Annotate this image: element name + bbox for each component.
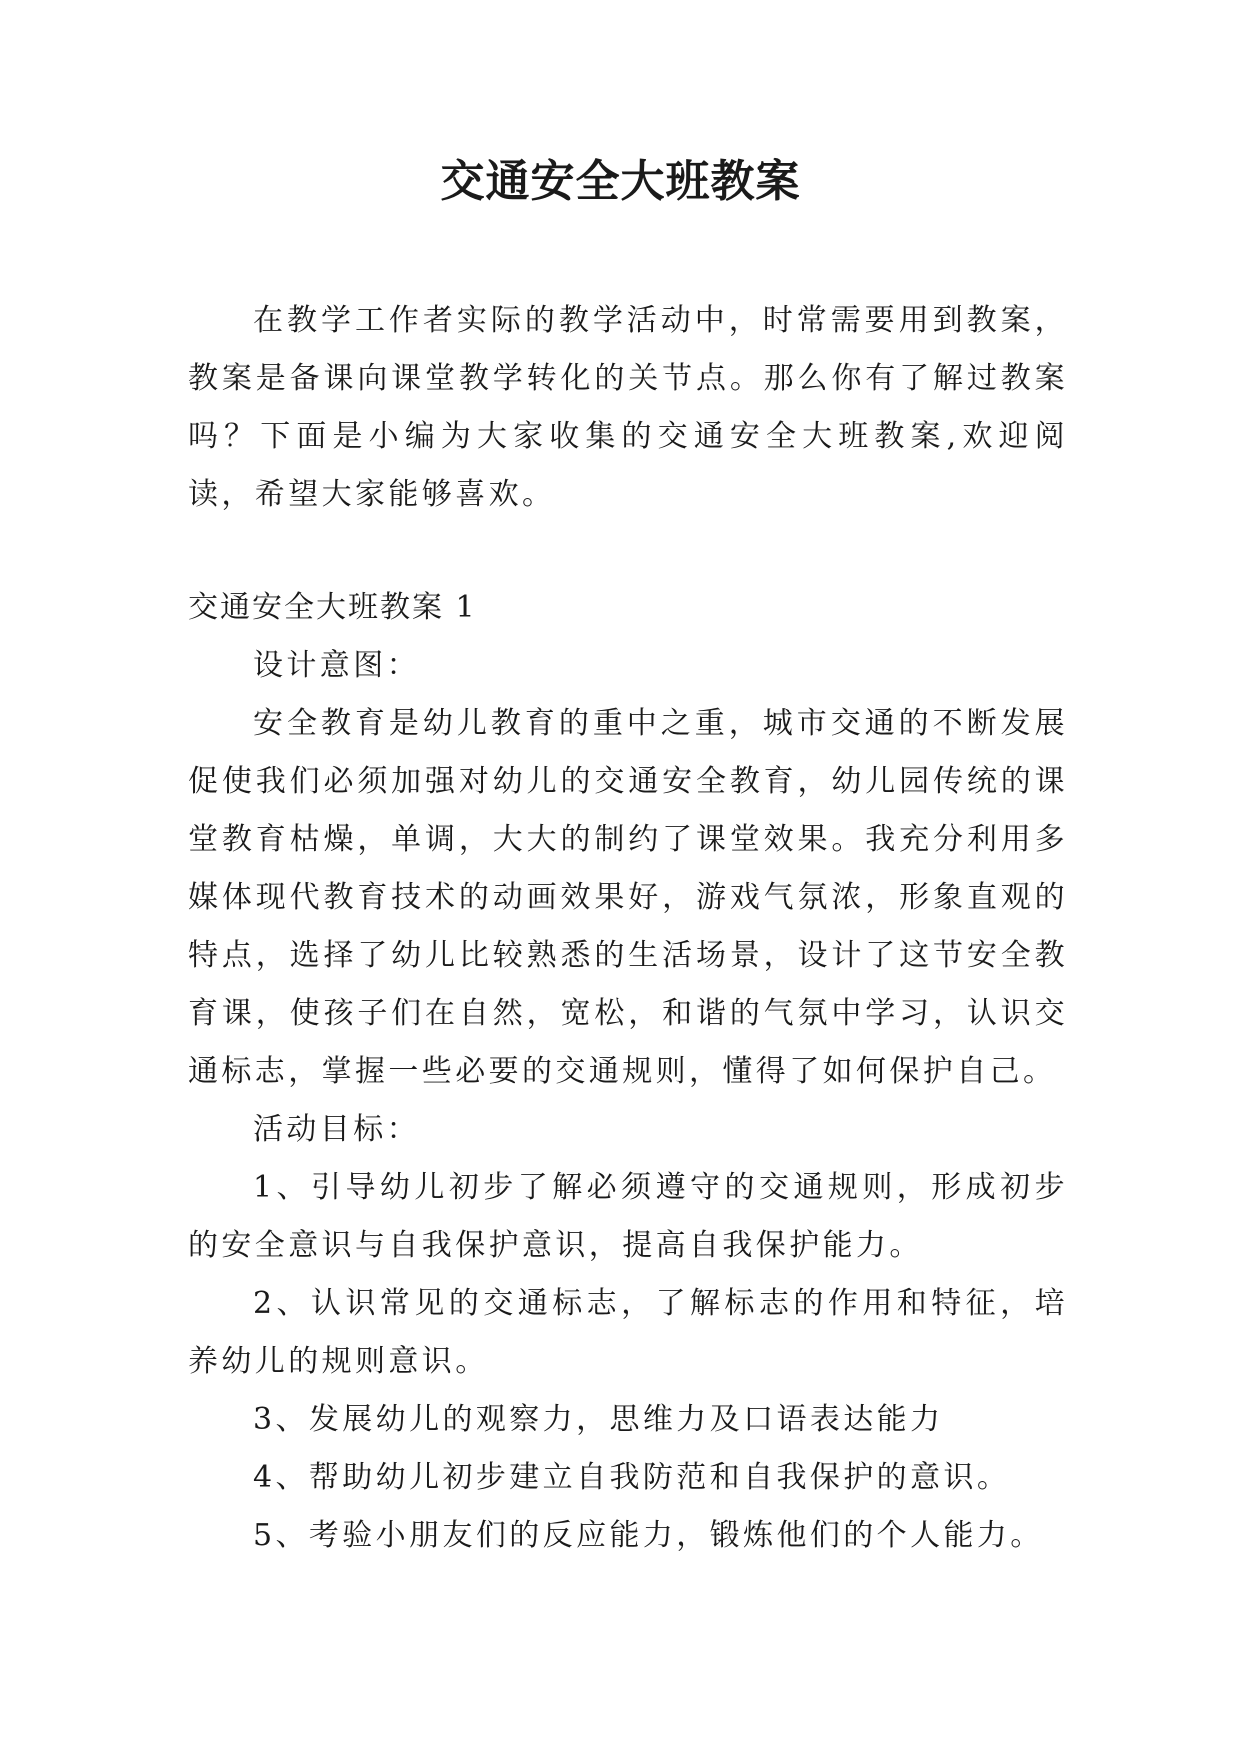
goal-item-5: 5、考验小朋友们的反应能力，锻炼他们的个人能力。 bbox=[253, 1518, 1044, 1553]
goal-item-1: 1、引导幼儿初步了解必须遵守的交通规则，形成初步的安全意识与自我保护意识，提高自我保护能力。 bbox=[188, 1170, 1068, 1263]
goal-item-3: 3、发展幼儿的观察力，思维力及口语表达能力 bbox=[253, 1402, 944, 1437]
design-intent-label: 设计意图： bbox=[253, 648, 420, 683]
goal-item-4: 4、帮助幼儿初步建立自我防范和自我保护的意识。 bbox=[253, 1460, 1011, 1495]
section-heading: 交通安全大班教案 1 bbox=[188, 590, 477, 625]
document-body bbox=[188, 292, 1068, 1565]
goal-item-2: 2、认识常见的交通标志，了解标志的作用和特征，培养幼儿的规则意识。 bbox=[188, 1286, 1068, 1379]
design-intent-paragraph: 安全教育是幼儿教育的重中之重，城市交通的不断发展促使我们必须加强对幼儿的交通安全教育，幼儿园传统的课堂教育枯燥，单调，大大的制约了课堂效果。我充分利用多媒体现代教育技术的动画效果好，游戏气氛浓，形象直观的特点，选择了幼儿比较熟悉的生活场景，设计了这节安全教育课，使孩子们在自然，宽松，和谐的气氛中学习，认识交通标志，掌握一些必要的交通规则，懂得了如何保护自己。 bbox=[188, 706, 1068, 1089]
goals-label: 活动目标： bbox=[253, 1112, 420, 1147]
document-title: 交通安全大班教案 bbox=[440, 156, 801, 207]
paragraph-spacer bbox=[188, 524, 1068, 579]
intro-paragraph: 在教学工作者实际的教学活动中，时常需要用到教案，教案是备课向课堂教学转化的关节点。那么你有了解过教案吗？下面是小编为大家收集的交通安全大班教案,欢迎阅读，希望大家能够喜欢。 bbox=[188, 303, 1068, 512]
